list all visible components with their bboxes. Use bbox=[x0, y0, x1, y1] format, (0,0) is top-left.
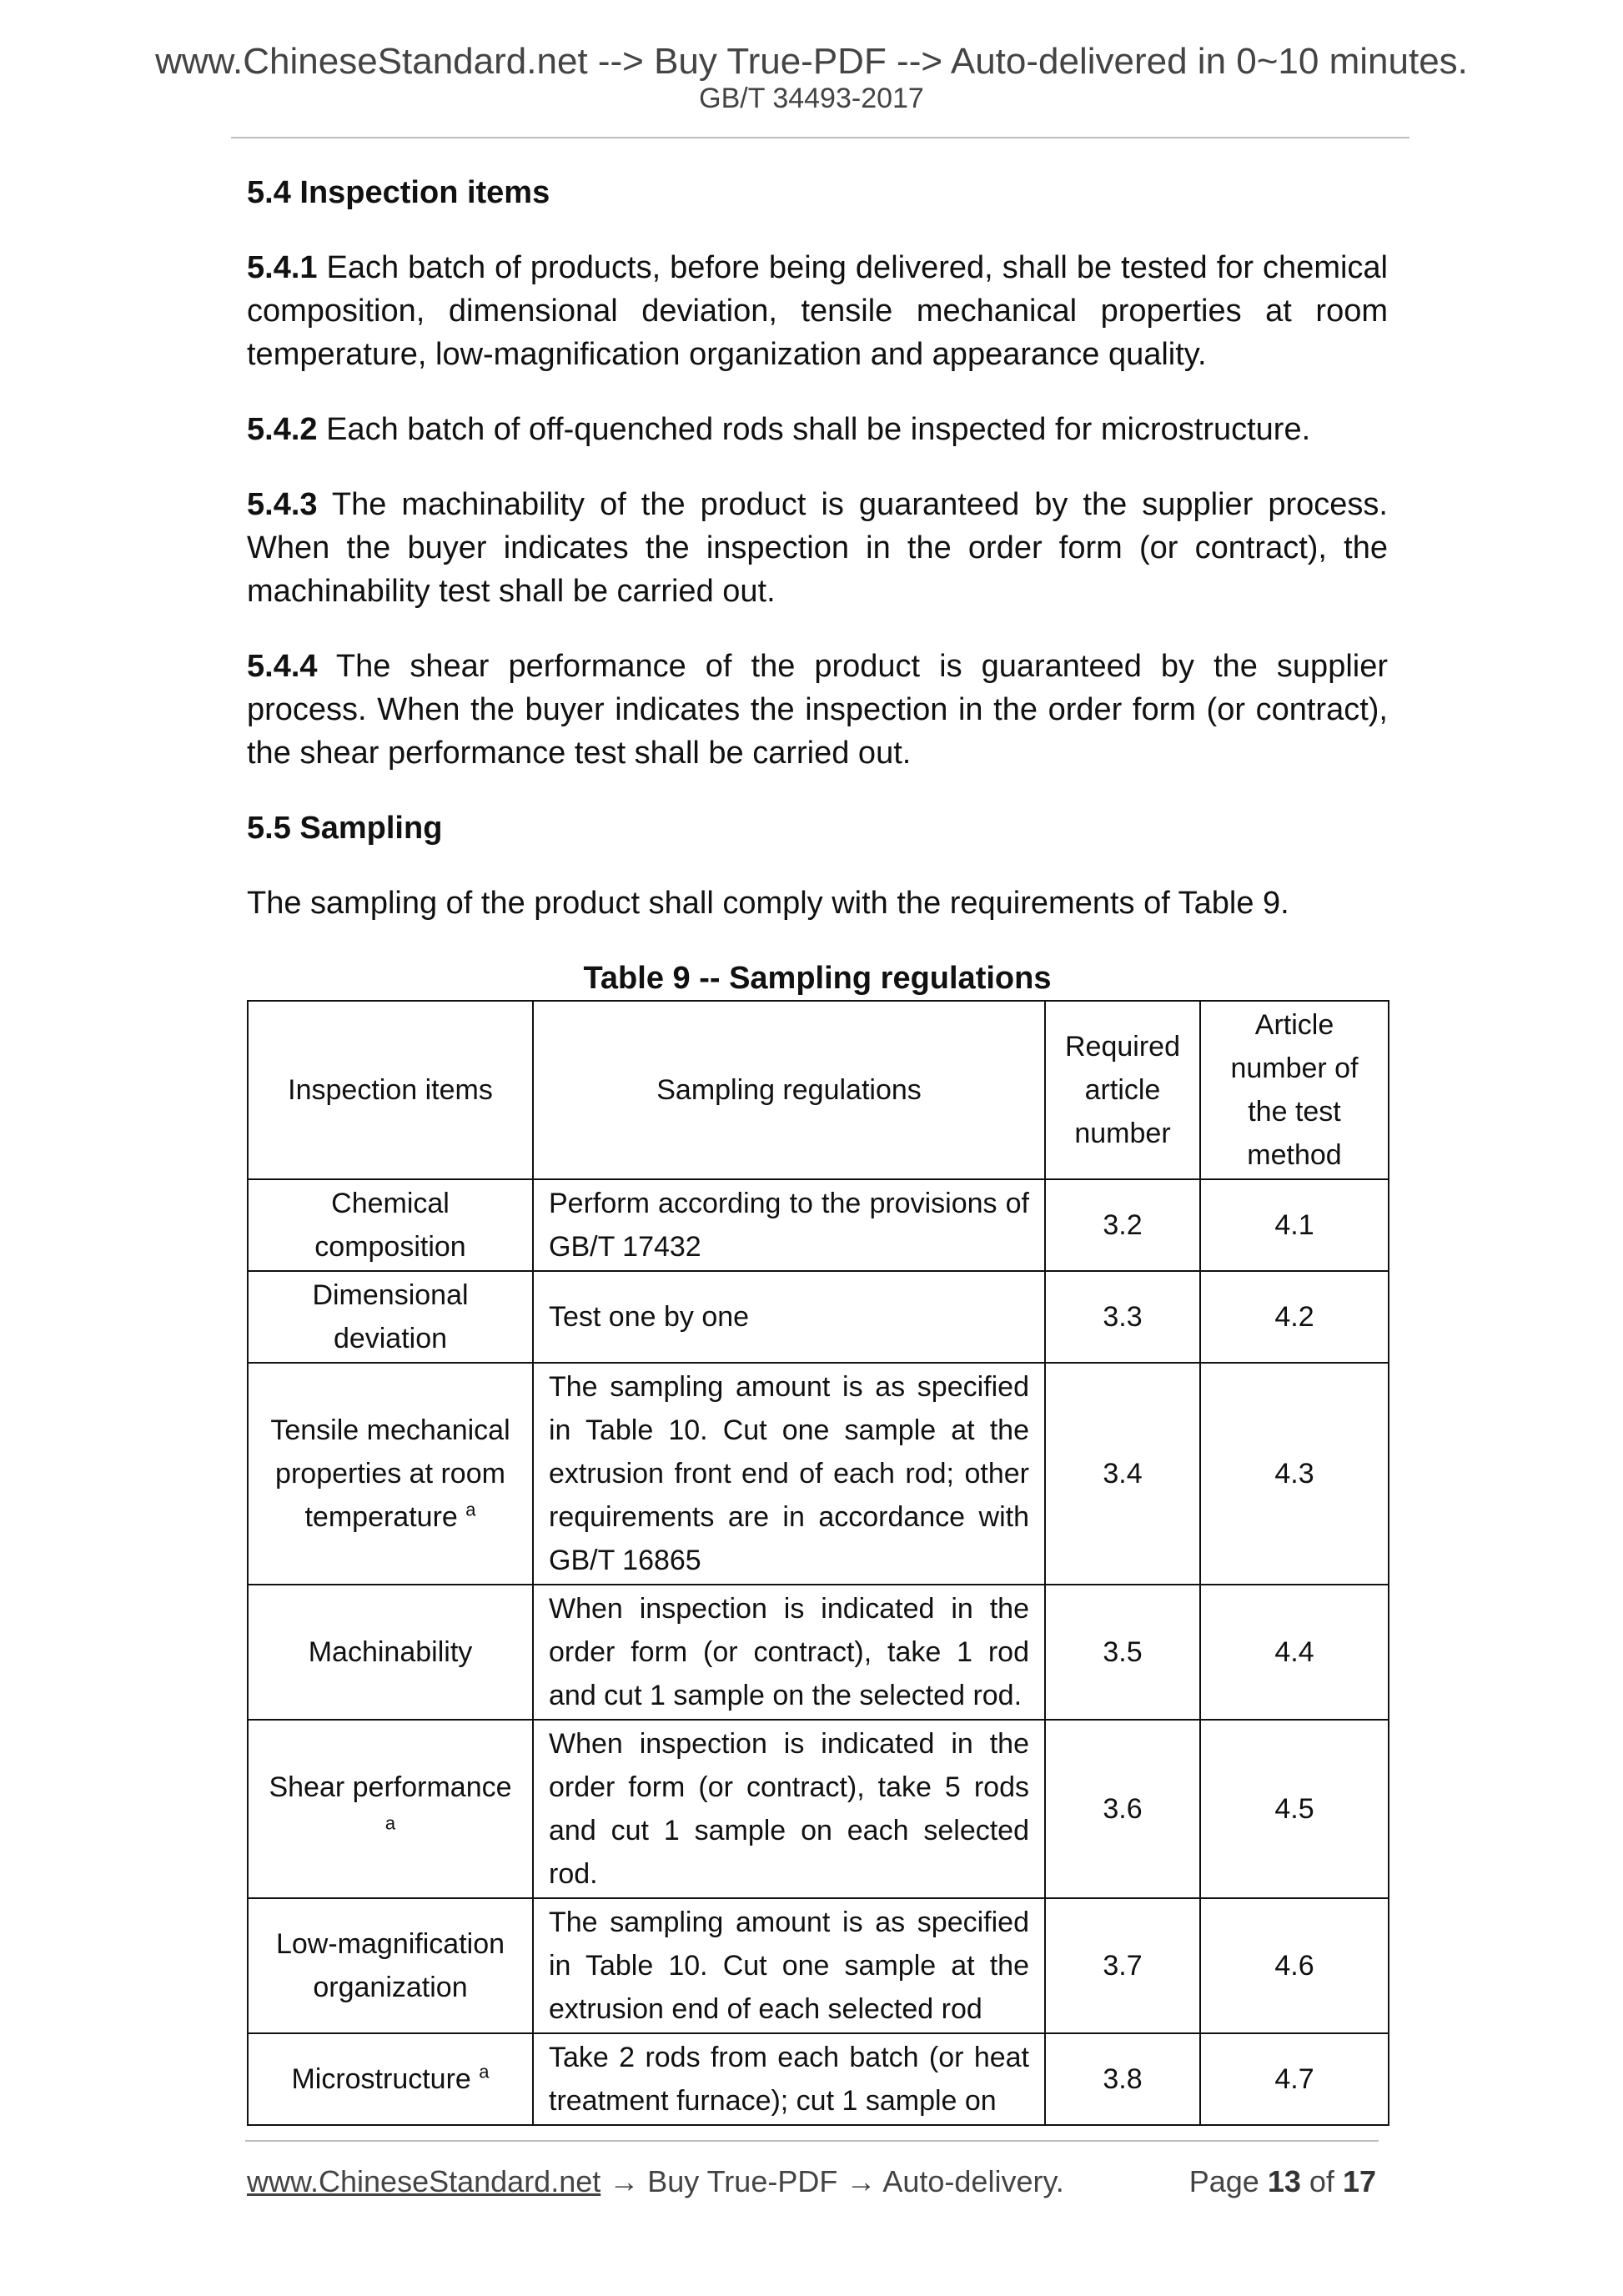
clause-5-4-4 bbox=[247, 645, 1388, 775]
inspection-item-text: Machinability bbox=[308, 1636, 473, 1668]
test-method-article-cell: 4.7 bbox=[1200, 2033, 1389, 2125]
table-row bbox=[248, 1898, 1389, 2033]
clause-5-4-3 bbox=[247, 483, 1388, 613]
sampling-regulation-cell: Take 2 rods from each batch (or heat treatment furnace); cut 1 sample on bbox=[533, 2033, 1045, 2125]
clause-text: Each batch of off-quenched rods shall be inspected for microstructure. bbox=[317, 412, 1311, 447]
inspection-item-cell bbox=[248, 1585, 533, 1720]
footnote-marker: a bbox=[479, 2061, 490, 2082]
clause-5-4-2 bbox=[247, 408, 1388, 451]
section-heading-5-4: 5.4 Inspection items bbox=[247, 175, 550, 210]
site-banner: www.ChineseStandard.net --> Buy True-PDF --> Auto-delivered in 0~10 minutes. bbox=[155, 41, 1468, 82]
required-article-cell: 3.5 bbox=[1045, 1585, 1200, 1720]
table-caption: Table 9 -- Sampling regulations bbox=[583, 961, 1052, 996]
required-article-cell: 3.7 bbox=[1045, 1898, 1200, 2033]
required-article-cell: 3.3 bbox=[1045, 1271, 1200, 1363]
footer-divider bbox=[245, 2140, 1379, 2142]
footnote-marker: a bbox=[465, 1499, 476, 1520]
clause-text: The machinability of the product is guaranteed by the supplier process. When the buyer indicates the inspection in the order form (or contract), the machinability test shall be carried out. bbox=[247, 487, 1388, 609]
sampling-regulation-cell: When inspection is indicated in the order form (or contract), take 5 rods and cut 1 sample on each selected rod. bbox=[533, 1720, 1045, 1898]
table-row bbox=[248, 2033, 1389, 2125]
test-method-article-cell: 4.2 bbox=[1200, 1271, 1389, 1363]
clause-number: 5.4.4 bbox=[247, 649, 318, 684]
table-row bbox=[248, 1271, 1389, 1363]
required-article-cell: 3.4 bbox=[1045, 1363, 1200, 1585]
footer-site-link[interactable]: www.ChineseStandard.net bbox=[247, 2164, 601, 2198]
page-content bbox=[247, 171, 1388, 2126]
document-number: GB/T 34493-2017 bbox=[699, 83, 924, 114]
clause-text: The shear performance of the product is guaranteed by the supplier process. When the buyer indicates the inspection in the order form (or contract), the shear performance test shall be carried out. bbox=[247, 649, 1388, 771]
inspection-item-cell bbox=[248, 1179, 533, 1271]
required-article-cell: 3.6 bbox=[1045, 1720, 1200, 1898]
test-method-article-cell: 4.4 bbox=[1200, 1585, 1389, 1720]
footer-delivery-text: Auto-delivery. bbox=[882, 2164, 1064, 2198]
footer-promo bbox=[247, 2162, 1064, 2202]
column-header-sampling-regulations: Sampling regulations bbox=[533, 1001, 1045, 1179]
table-row bbox=[248, 1720, 1389, 1898]
sampling-table bbox=[247, 1000, 1389, 2126]
column-header-required-article: Required article number bbox=[1045, 1001, 1200, 1179]
footer-buy-text: Buy True-PDF bbox=[647, 2164, 838, 2198]
sampling-regulation-cell: Test one by one bbox=[533, 1271, 1045, 1363]
test-method-article-cell: 4.6 bbox=[1200, 1898, 1389, 2033]
inspection-item-text: Tensile mechanical properties at room temperature bbox=[270, 1414, 510, 1533]
table-row bbox=[248, 1585, 1389, 1720]
inspection-item-text: Dimensional deviation bbox=[312, 1279, 469, 1354]
sampling-intro: The sampling of the product shall comply with the requirements of Table 9. bbox=[247, 886, 1289, 921]
clause-number: 5.4.1 bbox=[247, 250, 318, 285]
inspection-item-cell bbox=[248, 1271, 533, 1363]
page-label: Page bbox=[1188, 2164, 1259, 2198]
of-label: of bbox=[1309, 2164, 1334, 2198]
clause-text: Each batch of products, before being delivered, shall be tested for chemical composition, dimensional deviation, tensile mechanical properties at room temperature, low-magnification organization and appearance quality. bbox=[247, 250, 1388, 372]
table-row bbox=[248, 1179, 1389, 1271]
inspection-item-cell bbox=[248, 1898, 533, 2033]
sampling-regulation-cell: When inspection is indicated in the order form (or contract), take 1 rod and cut 1 sample on the selected rod. bbox=[533, 1585, 1045, 1720]
header-divider bbox=[231, 137, 1409, 138]
sampling-regulation-cell: Perform according to the provisions of GB/T 17432 bbox=[533, 1179, 1045, 1271]
total-page-number: 17 bbox=[1342, 2164, 1376, 2198]
clause-number: 5.4.2 bbox=[247, 412, 318, 447]
column-header-test-method-article: Article number of the test method bbox=[1200, 1001, 1389, 1179]
inspection-item-cell bbox=[248, 2033, 533, 2125]
sampling-regulation-cell: The sampling amount is as specified in Table 10. Cut one sample at the extrusion front end of each rod; other requirements are in accordance with GB/T 16865 bbox=[533, 1363, 1045, 1585]
test-method-article-cell: 4.3 bbox=[1200, 1363, 1389, 1585]
sampling-regulation-cell: The sampling amount is as specified in Table 10. Cut one sample at the extrusion end of each selected rod bbox=[533, 1898, 1045, 2033]
test-method-article-cell: 4.5 bbox=[1200, 1720, 1389, 1898]
arrow-icon: → bbox=[837, 2164, 883, 2198]
inspection-item-cell bbox=[248, 1720, 533, 1898]
section-heading-5-5: 5.5 Sampling bbox=[247, 811, 443, 846]
inspection-item-text: Microstructure bbox=[291, 2063, 471, 2095]
footnote-marker: a bbox=[384, 1812, 396, 1834]
table-row bbox=[248, 1363, 1389, 1585]
column-header-inspection-items: Inspection items bbox=[248, 1001, 533, 1179]
inspection-item-cell bbox=[248, 1363, 533, 1585]
clause-5-4-1 bbox=[247, 246, 1388, 376]
inspection-item-text: Shear performance bbox=[269, 1771, 512, 1803]
required-article-cell: 3.2 bbox=[1045, 1179, 1200, 1271]
arrow-icon: → bbox=[600, 2164, 648, 2198]
current-page-number: 13 bbox=[1267, 2164, 1301, 2198]
required-article-cell: 3.8 bbox=[1045, 2033, 1200, 2125]
page-indicator bbox=[1189, 2162, 1376, 2202]
test-method-article-cell: 4.1 bbox=[1200, 1179, 1389, 1271]
table-header-row bbox=[248, 1001, 1389, 1179]
clause-number: 5.4.3 bbox=[247, 487, 318, 522]
inspection-item-text: Chemical composition bbox=[314, 1188, 466, 1263]
inspection-item-text: Low-magnification organization bbox=[275, 1928, 505, 2003]
